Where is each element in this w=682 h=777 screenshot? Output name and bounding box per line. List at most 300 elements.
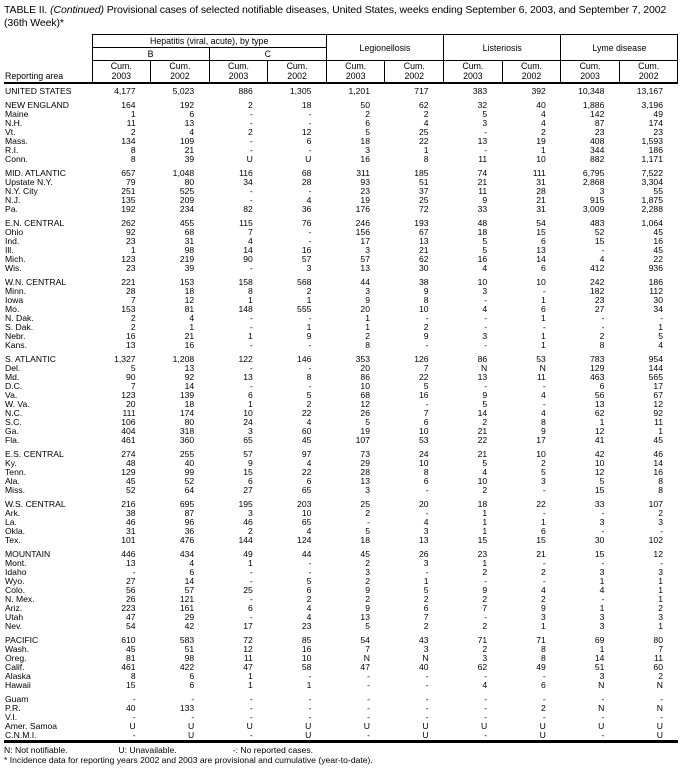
value-cell: 209 xyxy=(179,195,195,205)
table-row xyxy=(4,164,678,178)
area-cell: Pa. xyxy=(5,204,18,214)
table-row xyxy=(4,690,678,704)
value-cell: - xyxy=(484,313,488,323)
value-cell: - xyxy=(660,526,663,536)
value-cell: 87 xyxy=(594,118,605,128)
value-cell: 148 xyxy=(238,304,253,314)
value-cell: - xyxy=(249,186,253,196)
value-cell: 1 xyxy=(599,644,605,654)
value-cell: 1,064 xyxy=(641,218,663,228)
value-cell: 68 xyxy=(184,227,195,237)
table-row xyxy=(4,577,678,586)
area-cell: W.N. CENTRAL xyxy=(5,277,67,287)
value-cell: 4 xyxy=(189,313,195,323)
value-cell: - xyxy=(484,730,488,740)
value-cell: 886 xyxy=(238,86,253,96)
value-cell: 60 xyxy=(653,662,663,672)
area-cell: Amer. Samoa xyxy=(5,721,58,731)
value-cell: 123 xyxy=(121,390,136,400)
area-cell: Ala. xyxy=(5,476,20,486)
value-cell: 915 xyxy=(590,195,605,205)
value-cell: - xyxy=(367,671,370,681)
value-cell: 92 xyxy=(126,227,136,237)
value-cell: 483 xyxy=(590,218,605,228)
value-cell: 96 xyxy=(184,517,195,527)
value-cell: 2 xyxy=(482,621,488,631)
value-cell: 2 xyxy=(248,127,253,137)
value-cell: 16 xyxy=(126,331,136,341)
value-cell: 19 xyxy=(360,195,370,205)
value-cell: 30 xyxy=(419,263,429,273)
value-cell: 1,593 xyxy=(641,136,663,146)
value-cell: U xyxy=(363,721,370,731)
value-cell: 404 xyxy=(121,426,136,436)
value-cell: 124 xyxy=(297,535,312,545)
value-cell: 30 xyxy=(653,295,663,305)
value-cell: 17 xyxy=(243,621,253,631)
table-row xyxy=(4,663,678,672)
table-row xyxy=(4,382,678,391)
value-cell: 13 xyxy=(184,363,195,373)
area-cell: Hawaii xyxy=(5,680,31,690)
value-cell: 122 xyxy=(238,354,253,364)
value-cell: 17 xyxy=(653,381,663,391)
value-cell: 102 xyxy=(648,535,663,545)
value-cell: 7 xyxy=(130,381,136,391)
value-cell: 246 xyxy=(355,218,370,228)
value-cell: 8 xyxy=(130,671,136,681)
value-cell: 72 xyxy=(243,635,253,645)
value-cell: 4 xyxy=(541,390,546,400)
value-cell: 5 xyxy=(365,526,370,536)
area-cell: Md. xyxy=(5,372,20,382)
value-cell: - xyxy=(425,694,429,704)
value-cell: 4 xyxy=(482,263,488,273)
value-cell: 10,348 xyxy=(578,86,605,96)
value-cell: 1 xyxy=(248,671,253,681)
value-cell: 6 xyxy=(248,603,253,613)
value-cell: 109 xyxy=(179,136,195,146)
value-cell: 657 xyxy=(121,168,136,178)
value-cell: 65 xyxy=(301,517,312,527)
value-cell: - xyxy=(601,313,605,323)
value-cell: 52 xyxy=(594,227,605,237)
table-row xyxy=(4,468,678,477)
value-cell: 22 xyxy=(419,136,429,146)
value-cell: 1 xyxy=(541,295,546,305)
value-cell: 1 xyxy=(658,621,663,631)
value-cell: 2 xyxy=(130,313,136,323)
value-cell: 13 xyxy=(477,136,488,146)
value-cell: - xyxy=(249,730,253,740)
table-row xyxy=(4,604,678,613)
table-row xyxy=(4,427,678,436)
value-cell: 10 xyxy=(301,653,312,663)
value-cell: - xyxy=(308,236,312,246)
table-row xyxy=(4,296,678,305)
value-cell: 3 xyxy=(658,567,663,577)
area-cell: Tenn. xyxy=(5,467,27,477)
value-cell: 461 xyxy=(121,435,136,445)
value-cell: 18 xyxy=(184,286,195,296)
value-cell: 86 xyxy=(477,354,488,364)
value-cell: 4 xyxy=(541,408,546,418)
value-cell: 360 xyxy=(179,435,195,445)
value-cell: 3 xyxy=(365,567,370,577)
area-cell: N.C. xyxy=(5,408,23,418)
value-cell: - xyxy=(425,680,429,690)
value-cell: - xyxy=(249,612,253,622)
value-cell: 5 xyxy=(482,458,488,468)
value-cell: 4 xyxy=(306,417,312,427)
value-cell: 3 xyxy=(599,612,605,622)
value-cell: - xyxy=(249,322,253,332)
value-cell: 2 xyxy=(658,671,663,681)
value-cell: 1,048 xyxy=(172,168,195,178)
value-cell: 8 xyxy=(541,644,546,654)
value-cell: - xyxy=(425,485,429,495)
value-cell: 2 xyxy=(130,322,136,332)
value-cell: - xyxy=(601,508,605,518)
value-cell: 1 xyxy=(658,594,663,604)
table-row xyxy=(4,364,678,373)
value-cell: U xyxy=(187,730,195,740)
value-cell: 45 xyxy=(653,227,663,237)
value-cell: 22 xyxy=(653,254,663,264)
value-cell: 21 xyxy=(536,549,546,559)
value-cell: 87 xyxy=(184,508,195,518)
value-cell: 5 xyxy=(130,363,136,373)
table-row xyxy=(4,509,678,518)
value-cell: N xyxy=(480,363,488,373)
value-cell: 221 xyxy=(121,277,136,287)
value-cell: - xyxy=(308,703,312,713)
value-cell: U xyxy=(246,721,253,731)
table-body xyxy=(4,83,678,742)
value-cell: 2 xyxy=(306,594,312,604)
area-cell: Maine xyxy=(5,109,29,119)
value-cell: 1 xyxy=(423,145,429,155)
value-cell: - xyxy=(601,322,605,332)
value-cell: 32 xyxy=(477,100,488,110)
value-cell: 21 xyxy=(477,177,488,187)
value-cell: 882 xyxy=(590,154,605,164)
value-cell: 242 xyxy=(590,277,605,287)
table-row xyxy=(4,137,678,146)
table-row xyxy=(4,332,678,341)
value-cell: 4 xyxy=(599,254,605,264)
value-cell: 18 xyxy=(360,136,370,146)
value-cell: 31 xyxy=(184,236,195,246)
value-cell: - xyxy=(308,671,312,681)
value-cell: 3 xyxy=(365,145,370,155)
value-cell: - xyxy=(249,118,253,128)
table-row xyxy=(4,196,678,205)
value-cell: 53 xyxy=(419,435,429,445)
value-cell: 13 xyxy=(126,340,136,350)
value-cell: 1 xyxy=(248,331,253,341)
value-cell: 56 xyxy=(594,390,605,400)
value-cell: 13,167 xyxy=(636,86,663,96)
value-cell: 98 xyxy=(184,653,195,663)
value-cell: - xyxy=(484,127,488,137)
value-cell: 12 xyxy=(243,644,253,654)
table-row xyxy=(4,373,678,382)
value-cell: 5,023 xyxy=(172,86,195,96)
area-cell: La. xyxy=(5,517,17,527)
value-cell: 28 xyxy=(301,177,312,187)
value-cell: 55 xyxy=(653,186,663,196)
table-row xyxy=(4,409,678,418)
value-cell: 9 xyxy=(423,286,429,296)
value-cell: 4 xyxy=(658,340,663,350)
value-cell: 98 xyxy=(184,245,195,255)
value-cell: 8 xyxy=(658,485,663,495)
value-cell: 1 xyxy=(423,576,429,586)
value-cell: 3 xyxy=(482,286,488,296)
value-cell: 10 xyxy=(419,426,429,436)
area-cell: Mo. xyxy=(5,304,20,314)
column-header-cum-2003-2: Cum. 2003 xyxy=(209,61,268,84)
value-cell: - xyxy=(425,399,429,409)
value-cell: 6 xyxy=(423,603,429,613)
value-cell: 1 xyxy=(365,313,370,323)
value-cell: 14 xyxy=(477,408,488,418)
table-row xyxy=(4,287,678,296)
value-cell: - xyxy=(484,703,488,713)
value-cell: 28 xyxy=(126,286,136,296)
value-cell: 47 xyxy=(360,662,370,672)
value-cell: 45 xyxy=(360,549,370,559)
area-cell: Upstate N.Y. xyxy=(5,177,53,187)
value-cell: - xyxy=(425,671,429,681)
value-cell: 144 xyxy=(648,363,663,373)
value-cell: - xyxy=(249,263,253,273)
area-cell: Utah xyxy=(5,612,24,622)
value-cell: - xyxy=(308,109,312,119)
value-cell: 135 xyxy=(121,195,136,205)
value-cell: 31 xyxy=(536,204,546,214)
value-cell: 318 xyxy=(179,426,195,436)
value-cell: 695 xyxy=(179,499,195,509)
value-cell: 21 xyxy=(419,245,429,255)
value-cell: 1 xyxy=(541,313,546,323)
value-cell: 2 xyxy=(541,458,546,468)
table-title-continued: (Continued) xyxy=(50,4,104,16)
value-cell: - xyxy=(367,694,370,704)
table-row xyxy=(4,568,678,577)
area-cell: E.N. CENTRAL xyxy=(5,218,65,228)
value-cell: 5 xyxy=(599,476,605,486)
area-cell: S. Dak. xyxy=(5,322,34,332)
value-cell: 22 xyxy=(477,435,488,445)
value-cell: 3 xyxy=(365,245,370,255)
value-cell: - xyxy=(308,118,312,128)
table-row xyxy=(4,237,678,246)
value-cell: 48 xyxy=(126,458,136,468)
legend-no-reported-cases: -: No reported cases. xyxy=(232,745,314,755)
column-header-cum-2002-9: Cum. 2002 xyxy=(619,61,678,84)
value-cell: 123 xyxy=(121,254,136,264)
value-cell: - xyxy=(484,576,488,586)
value-cell: 3 xyxy=(541,476,546,486)
column-header-cum-2002-1: Cum. 2002 xyxy=(151,61,210,84)
value-cell: - xyxy=(249,694,253,704)
value-cell: 6,795 xyxy=(582,168,605,178)
value-cell: 717 xyxy=(414,86,429,96)
value-cell: 1 xyxy=(541,340,546,350)
value-cell: 46 xyxy=(653,449,663,459)
value-cell: 2,288 xyxy=(641,204,663,214)
area-cell: Ark. xyxy=(5,508,21,518)
value-cell: 52 xyxy=(126,485,136,495)
value-cell: 40 xyxy=(536,100,546,110)
value-cell: 5 xyxy=(365,417,370,427)
value-cell: 8 xyxy=(423,154,429,164)
value-cell: 14 xyxy=(594,653,605,663)
value-cell: 52 xyxy=(184,476,195,486)
value-cell: 6 xyxy=(599,381,605,391)
table-row xyxy=(4,527,678,536)
value-cell: 47 xyxy=(126,612,136,622)
area-cell: MID. ATLANTIC xyxy=(5,168,66,178)
value-cell: - xyxy=(484,612,488,622)
value-cell: 73 xyxy=(360,449,370,459)
legend-line xyxy=(4,745,678,755)
value-cell: 11 xyxy=(243,653,253,663)
value-cell: 33 xyxy=(477,204,488,214)
value-cell: - xyxy=(601,730,605,740)
value-cell: 11 xyxy=(654,653,663,663)
value-cell: 23 xyxy=(126,263,136,273)
value-cell: 20 xyxy=(360,363,370,373)
value-cell: 80 xyxy=(184,417,195,427)
value-cell: 1 xyxy=(541,621,546,631)
value-cell: 25 xyxy=(419,195,429,205)
area-cell: Ind. xyxy=(5,236,20,246)
value-cell: 15 xyxy=(594,549,605,559)
area-cell: Colo. xyxy=(5,585,26,595)
area-cell: E.S. CENTRAL xyxy=(5,449,64,459)
value-cell: 26 xyxy=(360,408,370,418)
value-cell: 28 xyxy=(360,467,370,477)
value-cell: 25 xyxy=(243,585,253,595)
value-cell: 5 xyxy=(306,576,312,586)
table-row xyxy=(4,595,678,604)
area-cell: Ariz. xyxy=(5,603,23,613)
value-cell: - xyxy=(308,145,312,155)
value-cell: 20 xyxy=(126,399,136,409)
value-cell: 49 xyxy=(653,109,663,119)
value-cell: 5 xyxy=(365,127,370,137)
value-cell: 45 xyxy=(653,245,663,255)
value-cell: 2 xyxy=(365,558,370,568)
value-cell: 65 xyxy=(243,435,253,445)
value-cell: 1 xyxy=(658,426,663,436)
area-cell: Iowa xyxy=(5,295,24,305)
value-cell: 2 xyxy=(482,594,488,604)
value-cell: 31 xyxy=(126,526,136,536)
value-cell: 1 xyxy=(306,322,312,332)
value-cell: 8 xyxy=(658,476,663,486)
table-row xyxy=(4,713,678,722)
notifiable-diseases-table xyxy=(4,34,678,743)
area-cell: MOUNTAIN xyxy=(5,549,51,559)
table-row xyxy=(4,314,678,323)
value-cell: 45 xyxy=(653,435,663,445)
listeriosis-header: Listeriosis xyxy=(444,35,561,61)
value-cell: 26 xyxy=(126,594,136,604)
table-row xyxy=(4,495,678,509)
column-header-cum-2002-7: Cum. 2002 xyxy=(502,61,561,84)
value-cell: - xyxy=(660,558,663,568)
value-cell: 3 xyxy=(482,118,488,128)
value-cell: 6 xyxy=(541,236,546,246)
value-cell: 62 xyxy=(594,408,605,418)
value-cell: 5 xyxy=(482,109,488,119)
area-cell: P.R. xyxy=(5,703,21,713)
value-cell: 16 xyxy=(184,340,195,350)
value-cell: 1 xyxy=(365,322,370,332)
value-cell: 23 xyxy=(653,127,663,137)
value-cell: 412 xyxy=(590,263,605,273)
value-cell: 1 xyxy=(658,585,663,595)
value-cell: 783 xyxy=(590,354,605,364)
value-cell: - xyxy=(542,381,546,391)
value-cell: - xyxy=(249,703,253,713)
value-cell: 8 xyxy=(306,372,312,382)
value-cell: - xyxy=(601,558,605,568)
value-cell: 90 xyxy=(243,254,253,264)
value-cell: 40 xyxy=(419,662,429,672)
value-cell: 90 xyxy=(126,372,136,382)
value-cell: 11 xyxy=(478,154,488,164)
value-cell: 1,886 xyxy=(582,100,605,110)
value-cell: U xyxy=(129,721,136,731)
value-cell: 18 xyxy=(477,227,488,237)
value-cell: 4,177 xyxy=(114,86,136,96)
value-cell: 1 xyxy=(482,517,488,527)
value-cell: 164 xyxy=(121,100,136,110)
value-cell: 555 xyxy=(297,304,312,314)
value-cell: 49 xyxy=(536,662,546,672)
value-cell: - xyxy=(601,694,605,704)
value-cell: 6 xyxy=(189,671,195,681)
value-cell: 7,522 xyxy=(641,168,663,178)
value-cell: 12 xyxy=(594,426,605,436)
value-cell: 3 xyxy=(482,331,488,341)
value-cell: 185 xyxy=(414,168,429,178)
value-cell: 26 xyxy=(419,549,429,559)
value-cell: 311 xyxy=(356,168,370,178)
value-cell: 610 xyxy=(121,635,136,645)
value-cell: 1,171 xyxy=(641,154,663,164)
area-cell: Alaska xyxy=(5,671,31,681)
value-cell: 3 xyxy=(599,567,605,577)
value-cell: 31 xyxy=(536,177,546,187)
value-cell: - xyxy=(601,245,605,255)
value-cell: 13 xyxy=(184,118,195,128)
value-cell: 38 xyxy=(126,508,136,518)
value-cell: 36 xyxy=(301,204,312,214)
value-cell: N xyxy=(656,680,663,690)
area-cell: N.H. xyxy=(5,118,23,128)
value-cell: 4 xyxy=(599,585,605,595)
value-cell: 195 xyxy=(238,499,253,509)
value-cell: 161 xyxy=(179,603,195,613)
value-cell: - xyxy=(367,703,370,713)
area-cell: Conn. xyxy=(5,154,28,164)
